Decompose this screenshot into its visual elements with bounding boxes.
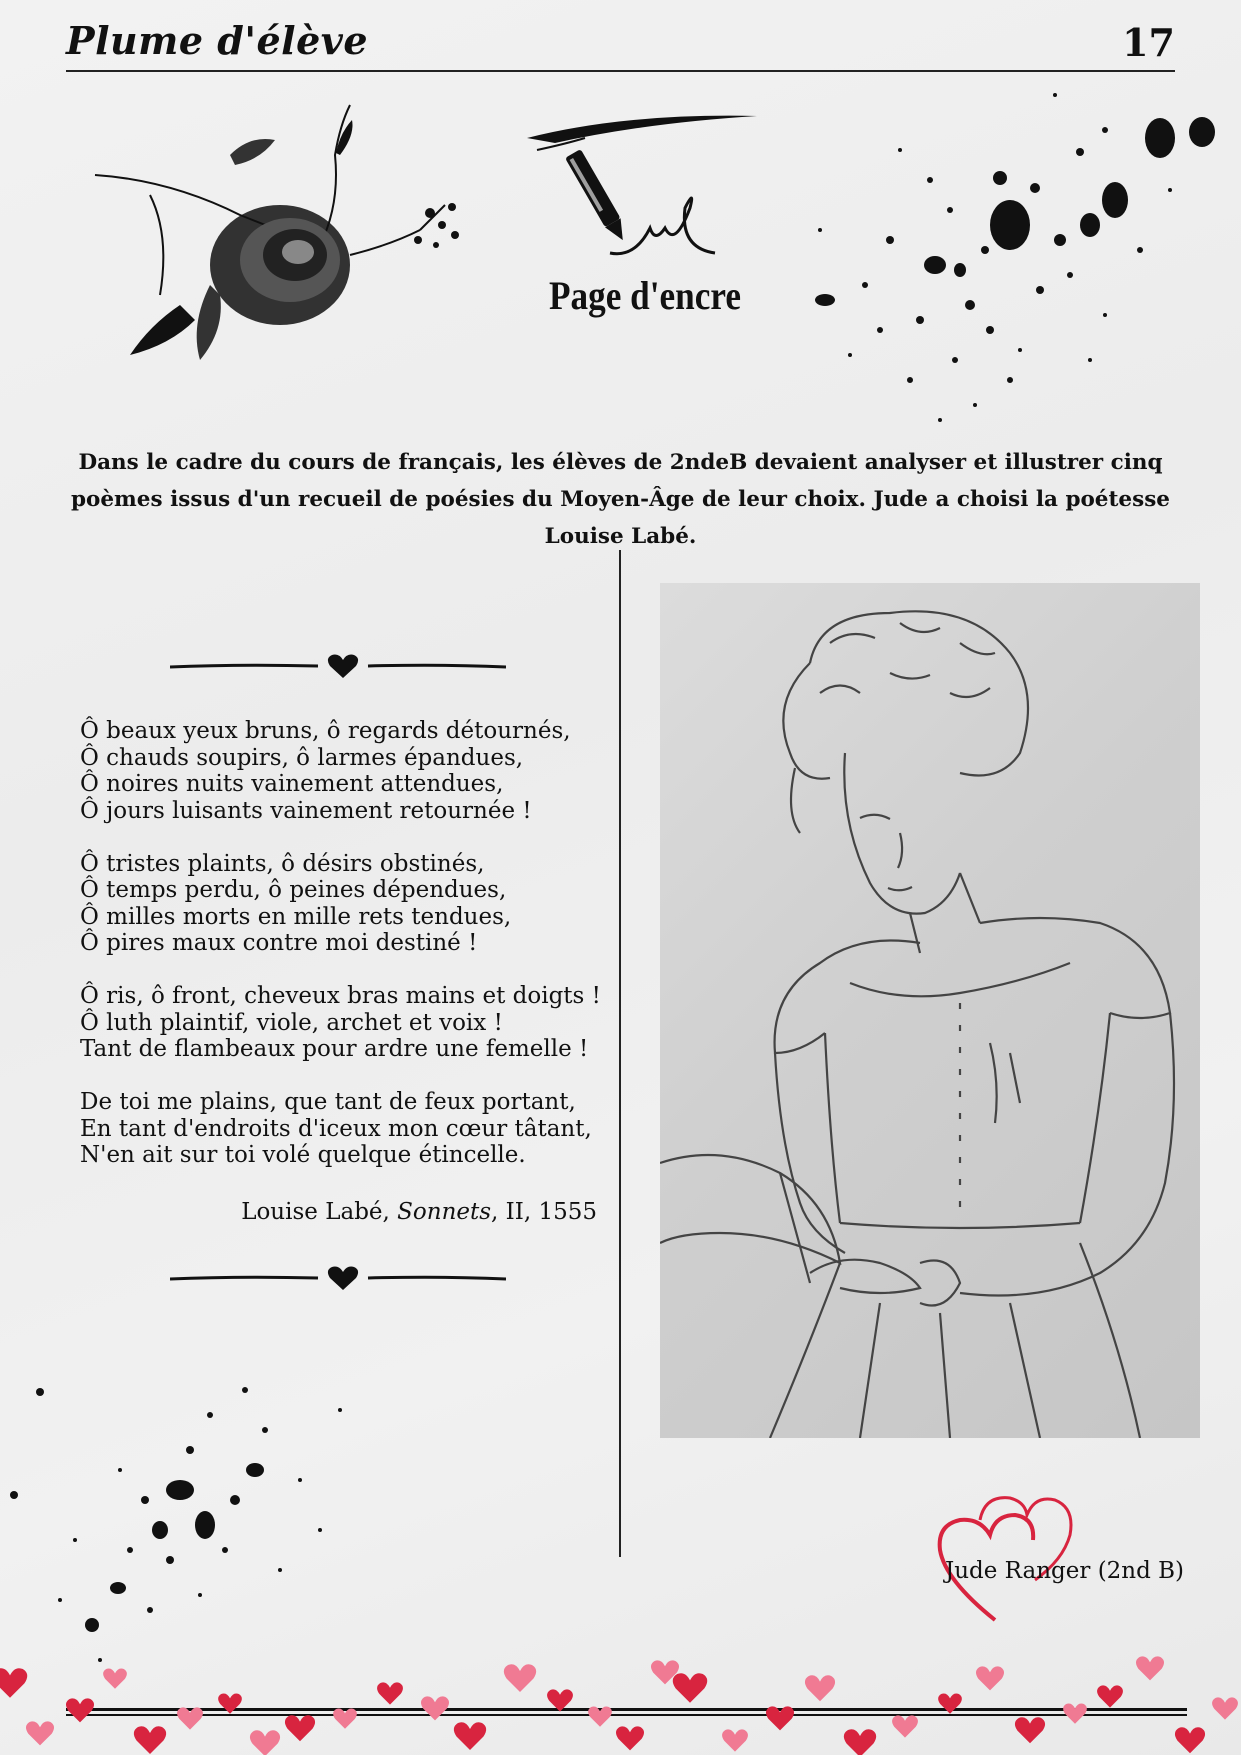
poem-line: Ô noires nuits vainement attendues,	[80, 771, 504, 797]
poem-line: Tant de flambeaux pour ardre une femelle !	[80, 1036, 589, 1062]
poem-line: Ô chauds soupirs, ô larmes épandues,	[80, 744, 524, 771]
poem-line: Ô temps perdu, ô peines dépendues,	[80, 877, 507, 903]
poem-stanza	[80, 983, 600, 1063]
page-number: 17	[1122, 20, 1175, 65]
poem-line: Ô luth plaintif, viole, archet et voix !	[80, 1009, 503, 1036]
poem-line: Ô pires maux contre moi destiné !	[80, 930, 478, 956]
ink-splatter-bottom	[0, 1350, 380, 1690]
poem-line: Ô beaux yeux bruns, ô regards détournés,	[80, 718, 571, 744]
heart-divider-top	[170, 652, 506, 682]
hearts-confetti	[0, 1650, 1241, 1755]
heart-divider-bottom	[170, 1264, 506, 1294]
section-title: Page d'encre	[549, 273, 741, 318]
poem-stanza	[80, 851, 600, 957]
poem-line: Ô ris, ô front, cheveux bras mains et doigts !	[80, 983, 601, 1009]
attribution-details: , II, 1555	[491, 1199, 597, 1225]
poem	[80, 718, 600, 1195]
drawing-sketch	[660, 583, 1200, 1438]
attribution-author: Louise Labé,	[241, 1199, 398, 1225]
pencil-drawing	[660, 583, 1200, 1438]
poem-line: Ô tristes plaints, ô désirs obstinés,	[80, 850, 485, 877]
poem-attribution	[80, 1199, 597, 1225]
poem-line: N'en ait sur toi volé quelque étincelle.	[80, 1142, 526, 1168]
pen-icon	[525, 108, 765, 268]
intro-paragraph: Dans le cadre du cours de français, les élèves de 2ndeB devaient analyser et illustrer cinq poèmes issus d'un recueil de poésies du Moyen-Âge de leur choix. Jude a choisi la poétesse Louise Labé.	[71, 450, 1170, 549]
column-divider	[619, 550, 621, 1557]
poem-stanza	[80, 1089, 600, 1169]
poem-line: Ô milles morts en mille rets tendues,	[80, 903, 512, 930]
heart-icon	[328, 655, 358, 678]
heart-icon	[328, 1267, 358, 1290]
poem-stanza	[80, 718, 600, 824]
poem-line: Ô jours luisants vainement retournée !	[80, 797, 532, 824]
ink-splatter	[760, 60, 1220, 450]
poem-line: De toi me plains, que tant de feux portant,	[80, 1089, 576, 1115]
rose-illustration	[90, 95, 470, 365]
author-credit: Jude Ranger (2nd B)	[945, 1558, 1185, 1584]
magazine-title: Plume d'élève	[66, 18, 369, 63]
poem-line: En tant d'endroits d'iceux mon cœur tâtant,	[80, 1115, 592, 1142]
attribution-work: Sonnets	[397, 1199, 492, 1225]
